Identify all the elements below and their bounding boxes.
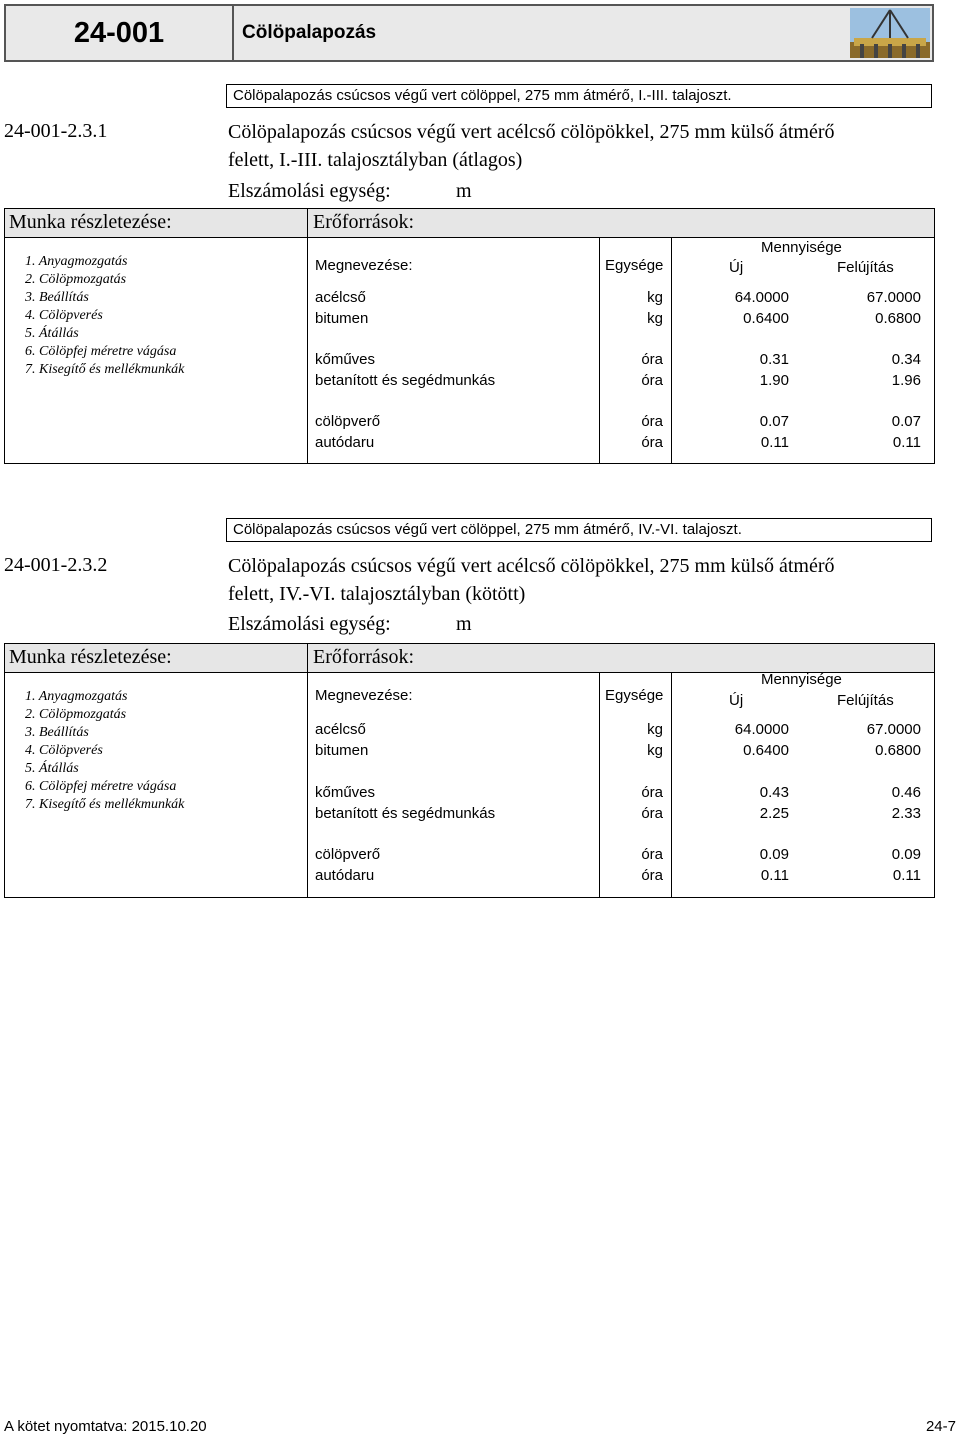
list-item: 5. Átállás bbox=[25, 761, 79, 776]
resource-new: 0.6400 bbox=[743, 742, 789, 759]
resource-name: acélcső bbox=[315, 721, 366, 738]
resource-new: 0.07 bbox=[759, 413, 789, 430]
divider bbox=[599, 237, 600, 463]
resource-unit: kg bbox=[647, 721, 663, 738]
resource-renew: 0.46 bbox=[891, 784, 921, 801]
resource-name: bitumen bbox=[315, 742, 369, 759]
col-new-header: Új bbox=[729, 259, 744, 276]
page-number: 24-7 bbox=[925, 1418, 956, 1435]
resource-new: 64.0000 bbox=[734, 289, 789, 306]
col-renew-header: Felújítás bbox=[837, 692, 894, 709]
resource-renew: 2.33 bbox=[891, 805, 921, 822]
section-1-short-title: Cölöpalapozás csúcsos végű vert cölöppel, 275 mm átmérő, I.-III. talajoszt. bbox=[226, 84, 932, 108]
list-item: 1. Anyagmozgatás bbox=[25, 254, 128, 269]
divider bbox=[307, 644, 308, 897]
resource-name: cölöpverő bbox=[315, 413, 381, 430]
pile-driver-logo-icon bbox=[850, 8, 930, 58]
resource-new: 2.25 bbox=[759, 805, 789, 822]
resource-renew: 67.0000 bbox=[866, 289, 921, 306]
section-2-title-line2: felett, IV.-VI. talajosztályban (kötött) bbox=[228, 583, 526, 605]
unit-label: Elszámolási egység: bbox=[228, 180, 391, 202]
resource-name: betanított és segédmunkás bbox=[315, 372, 496, 389]
col-qty-header: Mennyisége bbox=[761, 671, 842, 688]
document-header bbox=[4, 4, 934, 62]
work-details-heading: Munka részletezése: bbox=[9, 646, 172, 668]
divider bbox=[307, 209, 308, 463]
col-name-header: Megnevezése: bbox=[315, 687, 413, 704]
resource-unit: óra bbox=[641, 413, 663, 430]
resource-name: acélcső bbox=[315, 289, 366, 306]
resource-renew: 1.96 bbox=[891, 372, 921, 389]
section-2-unit-row bbox=[228, 613, 472, 636]
work-steps-list bbox=[25, 688, 184, 814]
unit-value: m bbox=[456, 613, 472, 635]
section-2-code: 24-001-2.3.2 bbox=[4, 554, 108, 576]
col-new-header: Új bbox=[729, 692, 744, 709]
col-renew-header: Felújítás bbox=[837, 259, 894, 276]
list-item: 6. Cölöpfej méretre vágása bbox=[25, 344, 177, 359]
list-item: 1. Anyagmozgatás bbox=[25, 689, 128, 704]
resource-new: 0.09 bbox=[759, 846, 789, 863]
list-item: 4. Cölöpverés bbox=[25, 743, 103, 758]
section-1-title-line1: Cölöpalapozás csúcsos végű vert acélcső cölöpökkel, 275 mm külső átmérő bbox=[228, 121, 835, 143]
table-header bbox=[5, 209, 934, 238]
col-name-header: Megnevezése: bbox=[315, 257, 413, 274]
list-item: 2. Cölöpmozgatás bbox=[25, 272, 127, 287]
resource-name: autódaru bbox=[315, 867, 375, 884]
resource-name: kőműves bbox=[315, 351, 376, 368]
resource-new: 0.6400 bbox=[743, 310, 789, 327]
resource-unit: kg bbox=[647, 742, 663, 759]
divider bbox=[671, 237, 672, 463]
section-1-code: 24-001-2.3.1 bbox=[4, 120, 108, 142]
resource-new: 0.11 bbox=[760, 434, 789, 451]
resource-unit: óra bbox=[641, 434, 663, 451]
section-1-table bbox=[4, 208, 935, 464]
resource-renew: 0.34 bbox=[891, 351, 921, 368]
resource-renew: 0.09 bbox=[891, 846, 921, 863]
resource-renew: 0.11 bbox=[892, 867, 921, 884]
resource-renew: 0.6800 bbox=[875, 310, 921, 327]
section-1-title bbox=[228, 118, 928, 174]
resource-name: kőműves bbox=[315, 784, 376, 801]
resource-new: 0.11 bbox=[760, 867, 789, 884]
resource-unit: óra bbox=[641, 805, 663, 822]
resource-name: betanított és segédmunkás bbox=[315, 805, 496, 822]
resource-unit: óra bbox=[641, 846, 663, 863]
resource-unit: kg bbox=[647, 289, 663, 306]
list-item: 5. Átállás bbox=[25, 326, 79, 341]
work-details-heading: Munka részletezése: bbox=[9, 211, 172, 233]
col-unit-header: Egysége bbox=[605, 257, 664, 274]
list-item: 3. Beállítás bbox=[25, 290, 89, 305]
resource-unit: óra bbox=[641, 784, 663, 801]
section-1-title-line2: felett, I.-III. talajosztályban (átlagos) bbox=[228, 149, 523, 171]
resources-heading: Erőforrások: bbox=[313, 646, 415, 668]
resource-renew: 0.6800 bbox=[875, 742, 921, 759]
section-2-title bbox=[228, 552, 928, 608]
resource-new: 1.90 bbox=[759, 372, 789, 389]
divider bbox=[671, 672, 672, 897]
col-qty-header: Mennyisége bbox=[761, 239, 842, 256]
resource-unit: óra bbox=[641, 867, 663, 884]
list-item: 7. Kisegítő és mellékmunkák bbox=[25, 362, 185, 377]
table-header bbox=[5, 644, 934, 673]
resource-unit: óra bbox=[641, 351, 663, 368]
divider bbox=[599, 672, 600, 897]
resource-renew: 67.0000 bbox=[866, 721, 921, 738]
resource-name: bitumen bbox=[315, 310, 369, 327]
section-2-short-title: Cölöpalapozás csúcsos végű vert cölöppel, 275 mm átmérő, IV.-VI. talajoszt. bbox=[226, 518, 932, 542]
list-item: 2. Cölöpmozgatás bbox=[25, 707, 127, 722]
print-date: A kötet nyomtatva: 2015.10.20 bbox=[4, 1418, 207, 1435]
list-item: 6. Cölöpfej méretre vágása bbox=[25, 779, 177, 794]
work-steps-list bbox=[25, 253, 184, 379]
resource-unit: óra bbox=[641, 372, 663, 389]
resource-new: 0.31 bbox=[759, 351, 789, 368]
resource-new: 0.43 bbox=[759, 784, 789, 801]
col-unit-header: Egysége bbox=[605, 687, 664, 704]
resource-renew: 0.07 bbox=[891, 413, 921, 430]
chapter-title: Cölöpalapozás bbox=[242, 22, 377, 43]
resource-renew: 0.11 bbox=[892, 434, 921, 451]
resource-name: autódaru bbox=[315, 434, 375, 451]
list-item: 4. Cölöpverés bbox=[25, 308, 103, 323]
unit-label: Elszámolási egység: bbox=[228, 613, 391, 635]
resources-heading: Erőforrások: bbox=[313, 211, 415, 233]
resource-unit: kg bbox=[647, 310, 663, 327]
section-1-unit-row bbox=[228, 180, 472, 203]
list-item: 3. Beállítás bbox=[25, 725, 89, 740]
chapter-code: 24-001 bbox=[6, 6, 234, 60]
list-item: 7. Kisegítő és mellékmunkák bbox=[25, 797, 185, 812]
section-2-table bbox=[4, 643, 935, 898]
resource-name: cölöpverő bbox=[315, 846, 381, 863]
unit-value: m bbox=[456, 180, 472, 202]
section-2-title-line1: Cölöpalapozás csúcsos végű vert acélcső cölöpökkel, 275 mm külső átmérő bbox=[228, 555, 835, 577]
resource-new: 64.0000 bbox=[734, 721, 789, 738]
